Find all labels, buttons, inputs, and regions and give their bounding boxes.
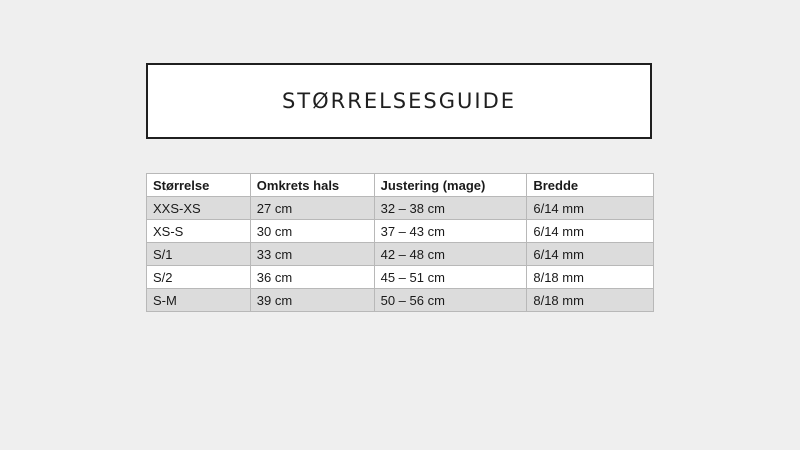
cell-width: 6/14 mm — [527, 243, 654, 266]
cell-neck: 33 cm — [250, 243, 374, 266]
cell-size: S/2 — [147, 266, 251, 289]
cell-size: S-M — [147, 289, 251, 312]
header-size: Størrelse — [147, 174, 251, 197]
header-width: Bredde — [527, 174, 654, 197]
cell-size: XS-S — [147, 220, 251, 243]
page-title: STØRRELSESGUIDE — [281, 89, 517, 113]
title-box — [146, 63, 652, 139]
table-row — [147, 289, 654, 312]
table-header-row — [147, 174, 654, 197]
header-neck-circumference: Omkrets hals — [250, 174, 374, 197]
table-row — [147, 220, 654, 243]
cell-adjustment: 32 – 38 cm — [374, 197, 527, 220]
cell-adjustment: 42 – 48 cm — [374, 243, 527, 266]
cell-neck: 39 cm — [250, 289, 374, 312]
cell-size: XXS-XS — [147, 197, 251, 220]
cell-width: 8/18 mm — [527, 289, 654, 312]
cell-width: 6/14 mm — [527, 197, 654, 220]
cell-size: S/1 — [147, 243, 251, 266]
table-row — [147, 266, 654, 289]
cell-width: 8/18 mm — [527, 266, 654, 289]
cell-neck: 27 cm — [250, 197, 374, 220]
cell-neck: 36 cm — [250, 266, 374, 289]
cell-adjustment: 37 – 43 cm — [374, 220, 527, 243]
table-row — [147, 197, 654, 220]
cell-adjustment: 45 – 51 cm — [374, 266, 527, 289]
size-table — [146, 173, 654, 312]
cell-neck: 30 cm — [250, 220, 374, 243]
table-row — [147, 243, 654, 266]
cell-adjustment: 50 – 56 cm — [374, 289, 527, 312]
cell-width: 6/14 mm — [527, 220, 654, 243]
header-belly-adjustment: Justering (mage) — [374, 174, 527, 197]
